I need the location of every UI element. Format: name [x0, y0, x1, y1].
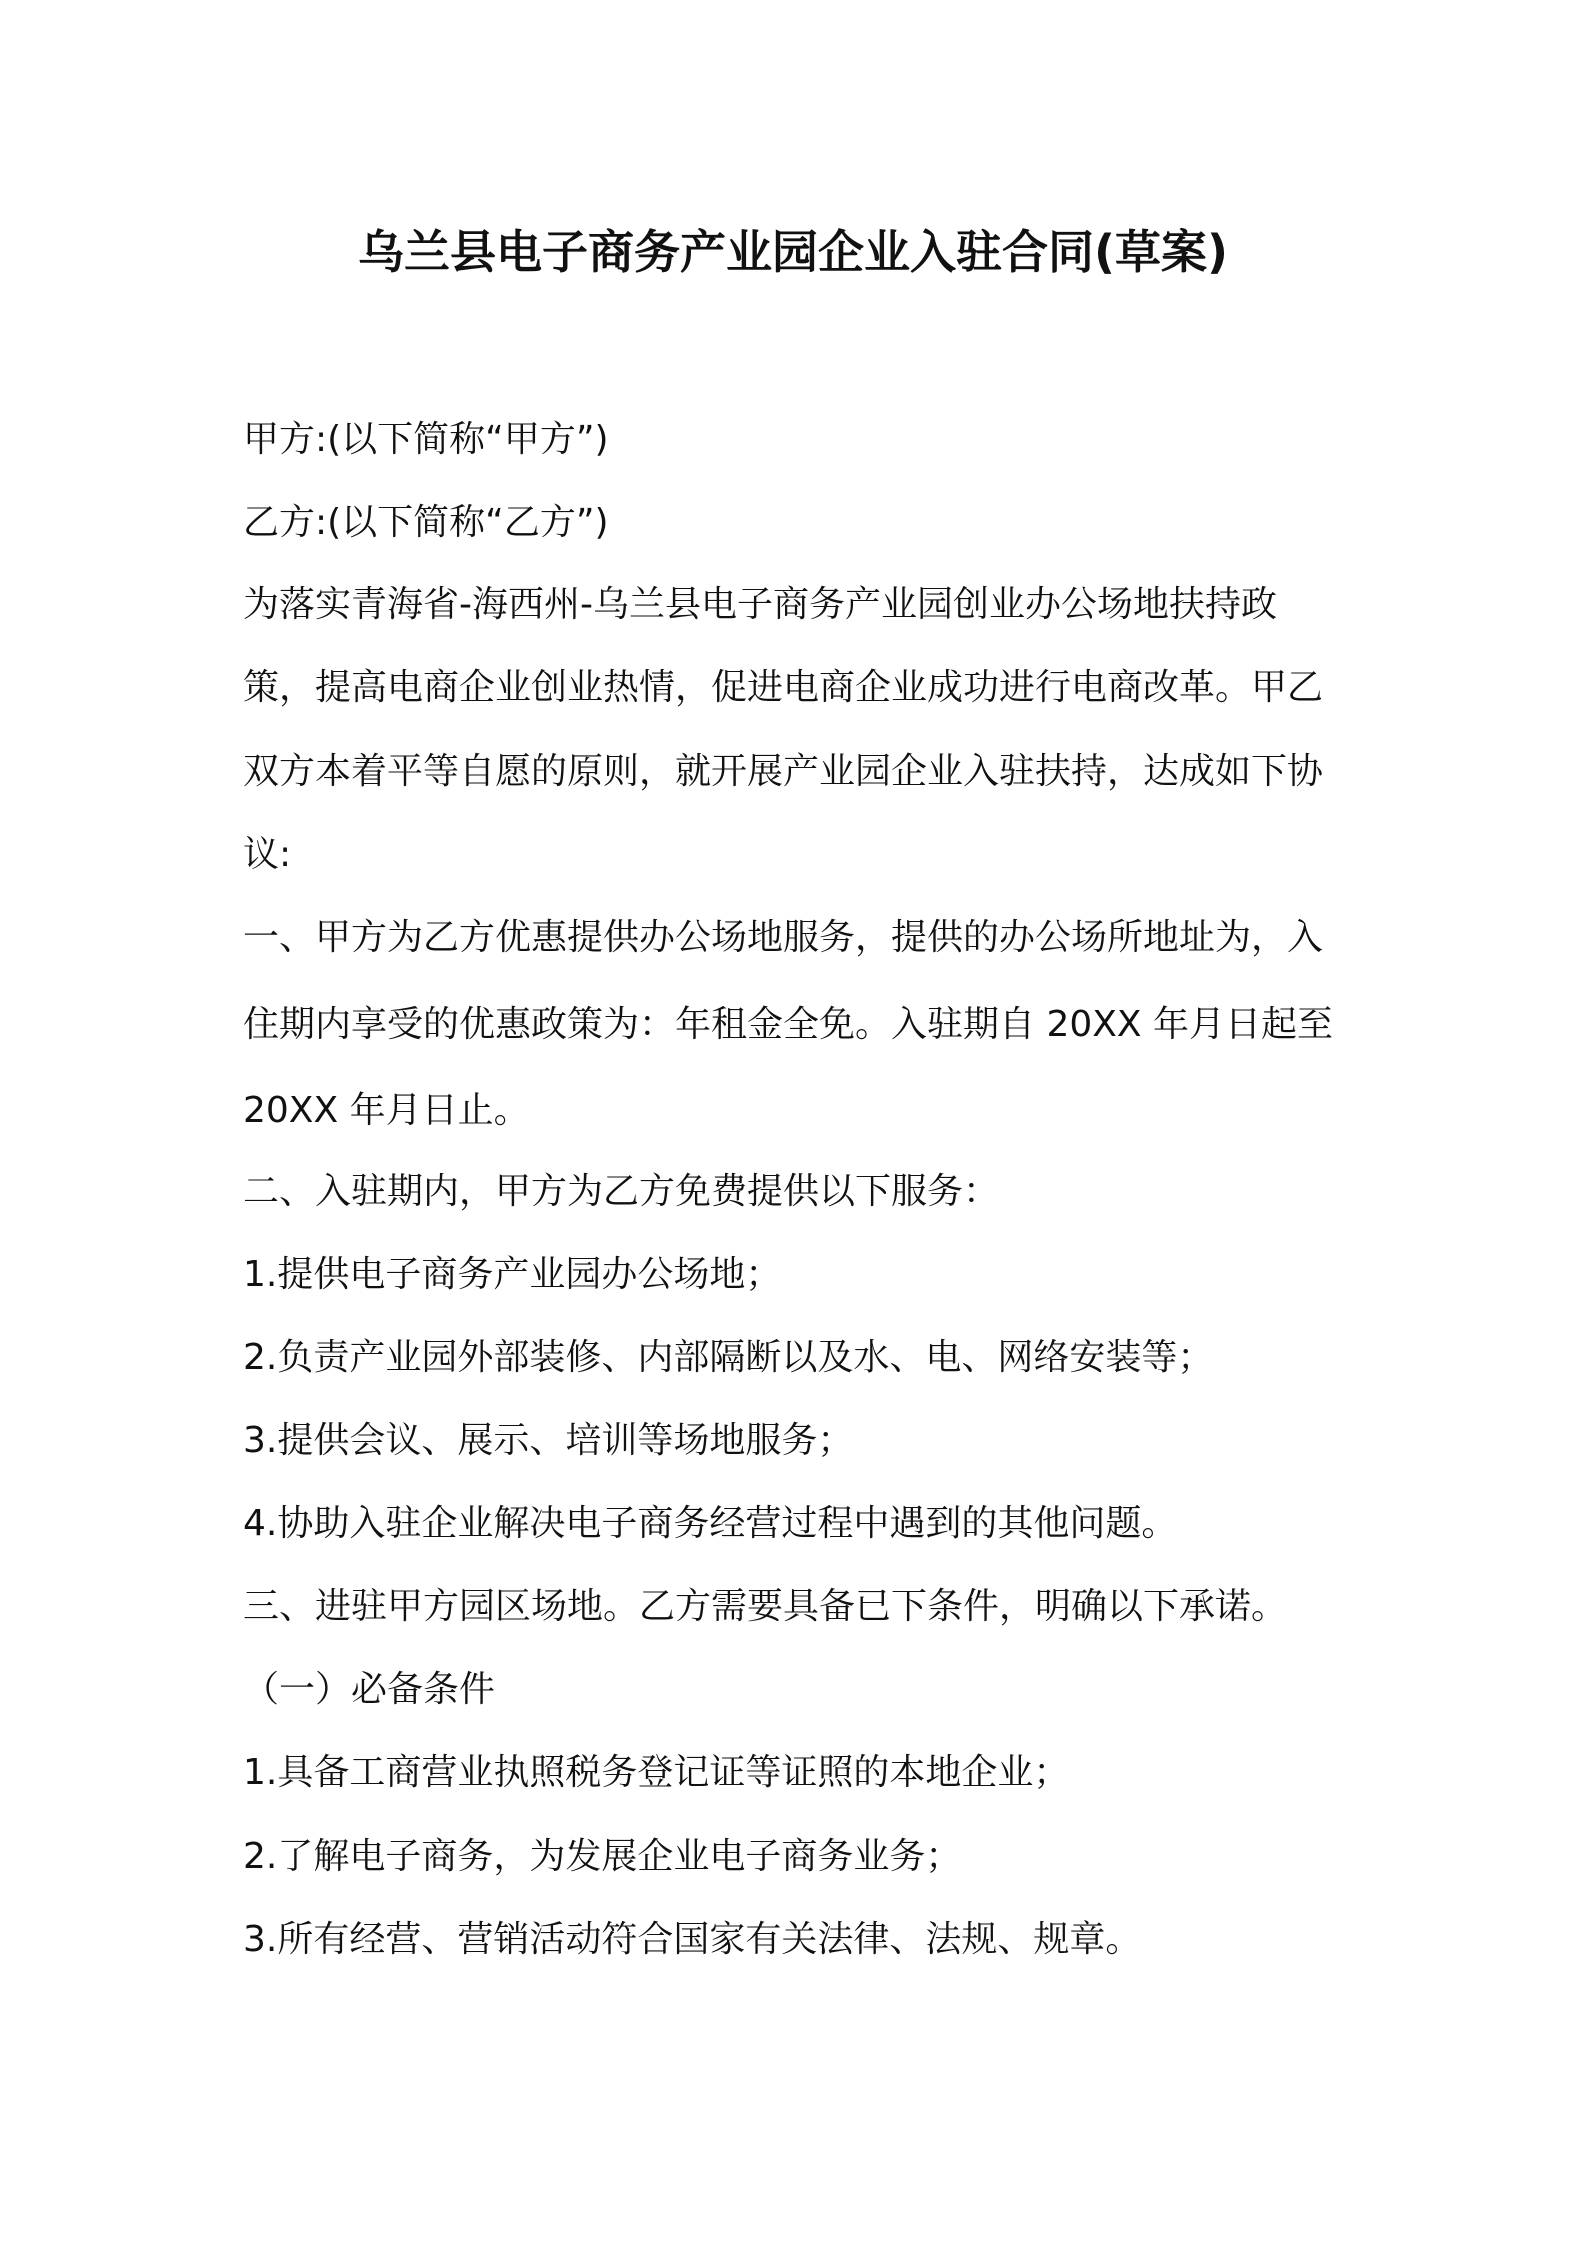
subheading: （一）必备条件 — [243, 1669, 496, 1710]
clause-1-line: 20XX 年月日止。 — [243, 1090, 530, 1131]
clause-2-item: 3.提供会议、展示、培训等场地服务； — [243, 1420, 854, 1461]
clause-2-item: 2.负责产业园外部装修、内部隔断以及水、电、网络安装等； — [243, 1337, 1214, 1378]
intro-line: 议: — [243, 834, 292, 875]
clause-2-item: 4.协助入驻企业解决电子商务经营过程中遇到的其他问题。 — [243, 1503, 1178, 1544]
intro-line: 双方本着平等自愿的原则，就开展产业园企业入驻扶持，达成如下协 — [243, 751, 1324, 792]
clause-1-line: 住期内享受的优惠政策为：年租金全免。入驻期自 20XX 年月日起至 — [243, 1004, 1334, 1045]
clause-3-item: 2.了解电子商务，为发展企业电子商务业务； — [243, 1836, 962, 1877]
clause-2-heading: 二、入驻期内，甲方为乙方免费提供以下服务： — [243, 1171, 1000, 1212]
party-b-line: 乙方:(以下简称“乙方”) — [243, 502, 609, 543]
clause-1-line: 一、甲方为乙方优惠提供办公场地服务，提供的办公场所地址为，入 — [243, 917, 1324, 958]
intro-line: 为落实青海省-海西州-乌兰县电子商务产业园创业办公场地扶持政 — [243, 584, 1277, 625]
party-a-line: 甲方:(以下简称“甲方”) — [243, 419, 609, 460]
clause-3-item: 1.具备工商营业执照税务登记证等证照的本地企业； — [243, 1752, 1070, 1793]
clause-2-item: 1.提供电子商务产业园办公场地； — [243, 1254, 782, 1295]
intro-line: 策，提高电商企业创业热情，促进电商企业成功进行电商改革。甲乙 — [243, 667, 1324, 708]
clause-3-heading: 三、进驻甲方园区场地。乙方需要具备已下条件，明确以下承诺。 — [243, 1586, 1288, 1627]
clause-3-item: 3.所有经营、营销活动符合国家有关法律、法规、规章。 — [243, 1919, 1142, 1960]
document-title: 乌兰县电子商务产业园企业入驻合同(草案) — [357, 225, 1229, 279]
